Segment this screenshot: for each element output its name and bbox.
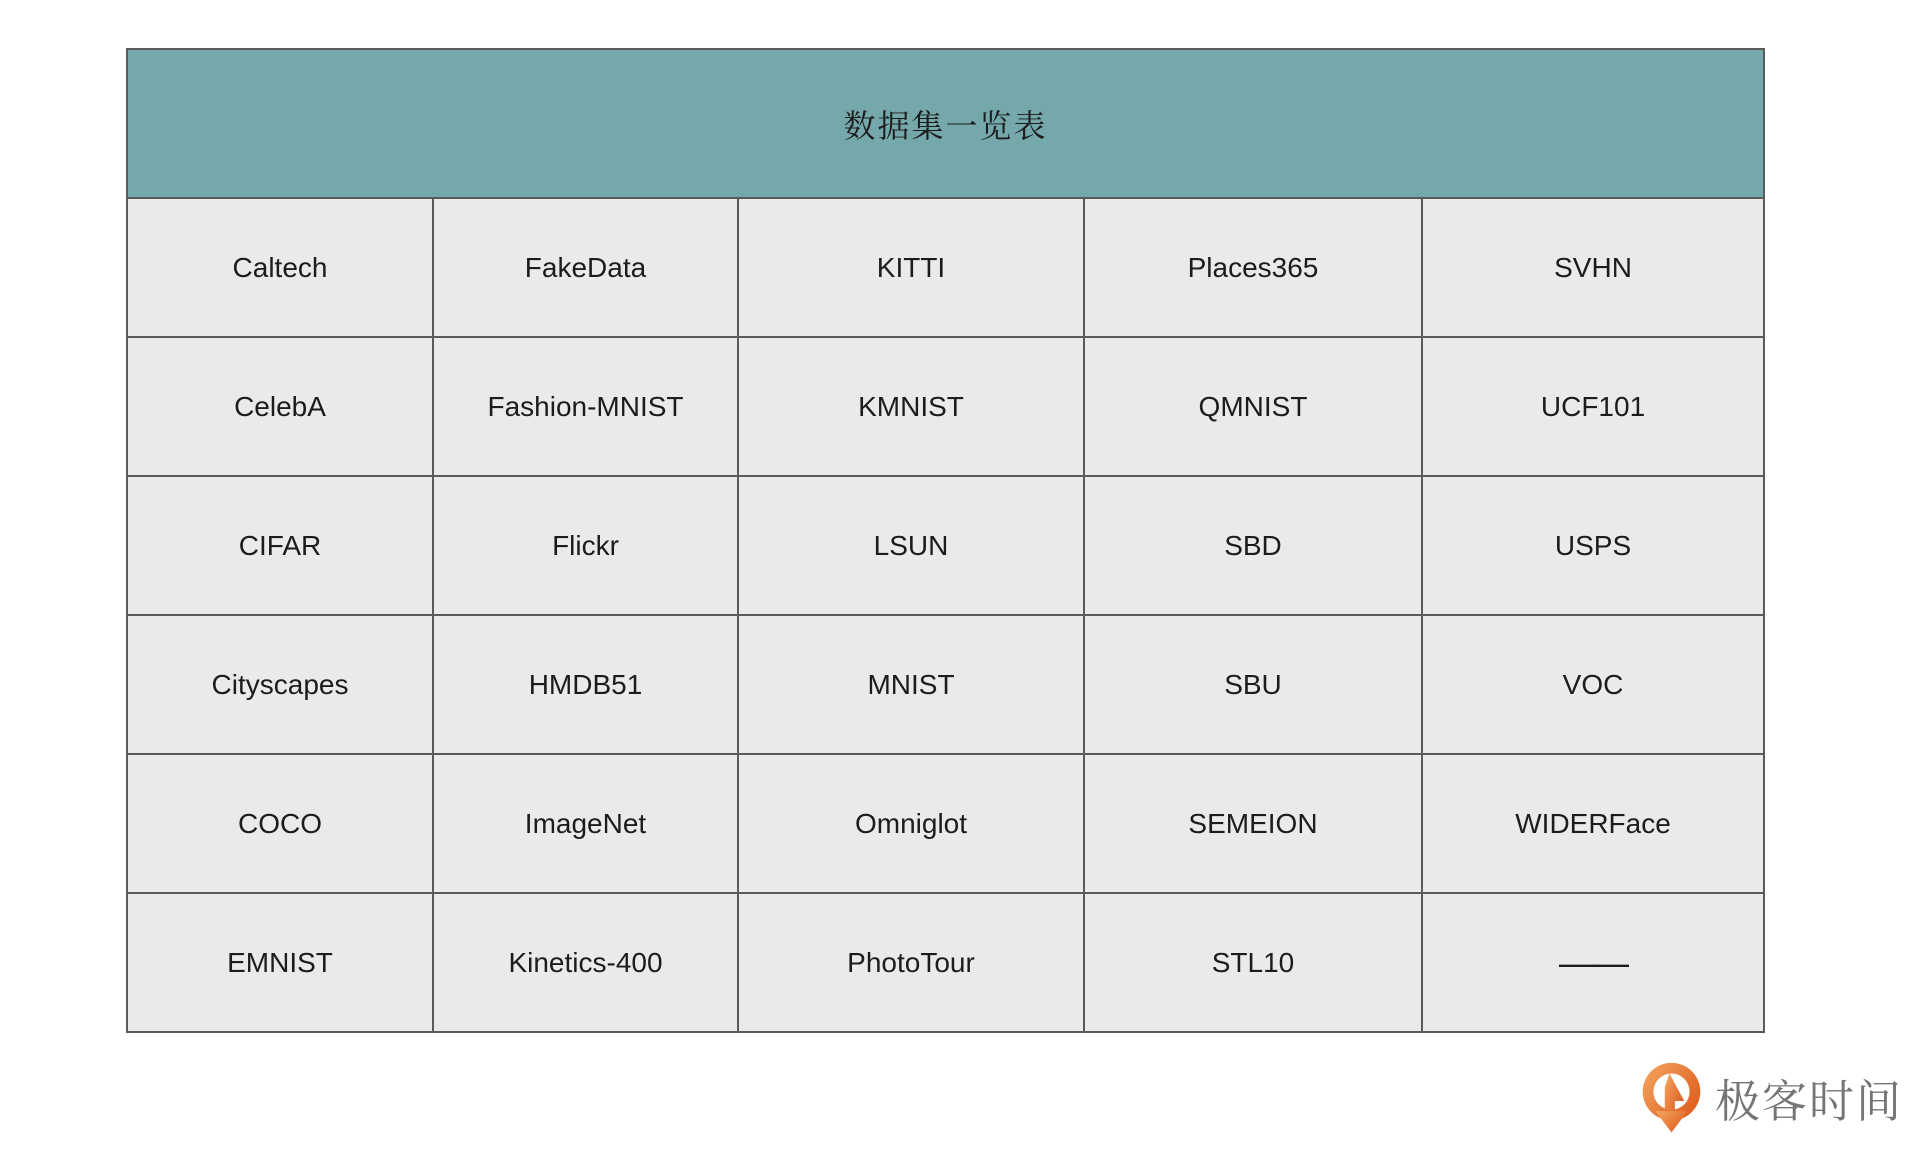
dataset-cell: LSUN [738, 476, 1084, 615]
dataset-cell: USPS [1422, 476, 1764, 615]
empty-dash-cell: —— [1422, 893, 1764, 1032]
dataset-table [126, 48, 1765, 1033]
dataset-cell: PhotoTour [738, 893, 1084, 1032]
table-row [127, 615, 1764, 754]
dataset-cell: EMNIST [127, 893, 433, 1032]
dataset-cell: VOC [1422, 615, 1764, 754]
dataset-cell: Fashion-MNIST [433, 337, 738, 476]
brand-logo [1638, 1060, 1903, 1134]
table-row [127, 198, 1764, 337]
dataset-cell: COCO [127, 754, 433, 893]
table-row [127, 337, 1764, 476]
dataset-cell: CIFAR [127, 476, 433, 615]
dataset-cell: CelebA [127, 337, 433, 476]
dataset-cell: ImageNet [433, 754, 738, 893]
dataset-cell: Caltech [127, 198, 433, 337]
geektime-pin-icon [1638, 1060, 1705, 1134]
dataset-cell: Kinetics-400 [433, 893, 738, 1032]
table-row [127, 893, 1764, 1032]
dataset-cell: QMNIST [1084, 337, 1422, 476]
dataset-cell: UCF101 [1422, 337, 1764, 476]
dataset-cell: WIDERFace [1422, 754, 1764, 893]
dataset-cell: SVHN [1422, 198, 1764, 337]
dataset-cell: Flickr [433, 476, 738, 615]
dataset-cell: KITTI [738, 198, 1084, 337]
dataset-cell: KMNIST [738, 337, 1084, 476]
dataset-cell: Omniglot [738, 754, 1084, 893]
dataset-cell: Places365 [1084, 198, 1422, 337]
dataset-cell: SBD [1084, 476, 1422, 615]
table-row [127, 476, 1764, 615]
dataset-cell: HMDB51 [433, 615, 738, 754]
dataset-cell: SBU [1084, 615, 1422, 754]
dataset-cell: STL10 [1084, 893, 1422, 1032]
dataset-cell: FakeData [433, 198, 738, 337]
dataset-cell: Cityscapes [127, 615, 433, 754]
dataset-cell: SEMEION [1084, 754, 1422, 893]
table-title: 数据集一览表 [127, 49, 1764, 198]
table-title-row [127, 49, 1764, 198]
table-row [127, 754, 1764, 893]
brand-logo-text: 极客时间 [1715, 1075, 1904, 1127]
dataset-cell: MNIST [738, 615, 1084, 754]
